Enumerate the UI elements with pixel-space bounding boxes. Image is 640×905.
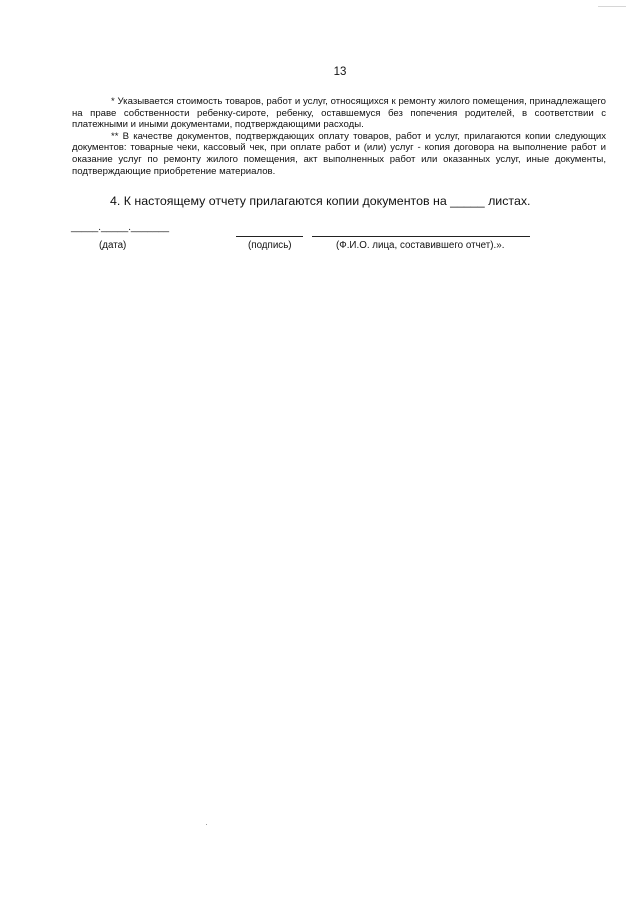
signature-label: (подпись) [248,240,292,251]
attachment-statement: 4. К настоящему отчету прилагаются копии документов на _____ листах. [110,194,531,208]
footnote-cost: * Указывается стоимость товаров, работ и услуг, относящихся к ремонту жилого помещения, принадлежащего на праве собственности ребенку-сироте, ребенку, оставшемуся без попечения родителей, в соответствии с платежными и иными документами, подтверждающими расходы. [72,96,606,131]
name-label: (Ф.И.О. лица, составившего отчет).». [336,240,505,251]
top-edge-mark [598,6,626,7]
signature-block [0,222,640,259]
signature-underline [236,236,303,237]
page-number: 13 [333,66,347,78]
footnotes [72,96,606,177]
date-label: (дата) [99,240,127,251]
footnote-documents: ** В качестве документов, подтверждающих оплату товаров, работ и услуг, прилагаются копии следующих документов: товарные чеки, кассовый чек, при оплате работ и (или) услуг - копия договора на выполнение работ и оказание услуг по ремонту жилого помещения, акт выполненных работ или оказанных услуг, иные документы, подтверждающие приобретение материалов. [72,130,606,177]
name-underline [312,236,530,237]
scan-speck [206,824,207,825]
date-blank: _____._____._______ [71,222,170,233]
